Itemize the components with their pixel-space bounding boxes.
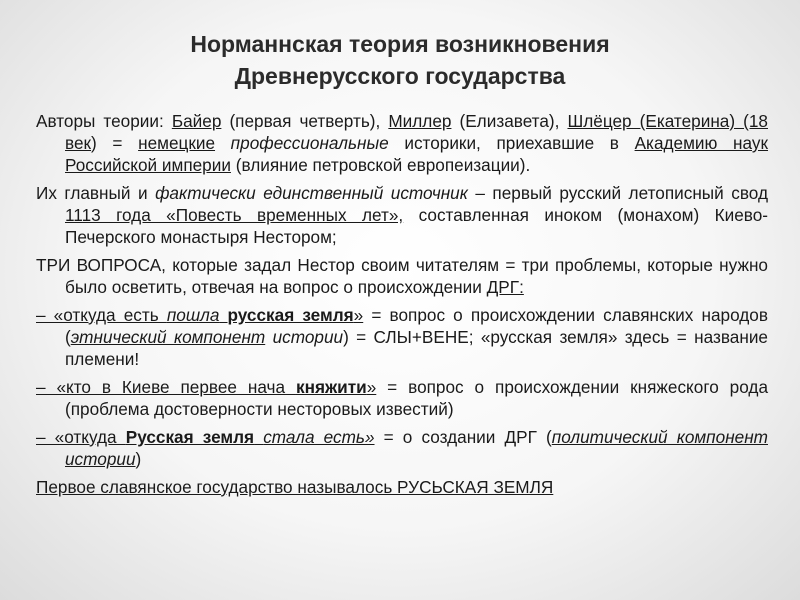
text xyxy=(265,327,272,347)
russkaya-zemlya-text: Русская земля xyxy=(125,427,255,447)
russkaya-zemlya-text: русская земля xyxy=(227,305,354,325)
political-component-text: политический компонент истории xyxy=(65,427,768,469)
paragraph-conclusion xyxy=(36,476,768,498)
quote-start: – «откуда есть xyxy=(36,305,167,325)
text: ) = xyxy=(91,133,139,153)
text: ) = СЛЫ+ВЕНЕ; «русская земля» здесь = название племени! xyxy=(65,327,768,369)
title-line-1: Норманнская теория возникновения xyxy=(190,31,610,57)
text xyxy=(219,305,227,325)
text: = вопрос о происхождении славянских народов ( xyxy=(65,305,768,347)
text: ) xyxy=(135,449,142,469)
paragraph-authors xyxy=(36,110,768,176)
slide-title xyxy=(0,28,800,92)
paragraph-three-questions xyxy=(36,254,768,298)
slide-body xyxy=(36,110,768,504)
professional-text: профессиональные xyxy=(230,133,389,153)
quote-end: » xyxy=(366,377,377,397)
text xyxy=(254,427,263,447)
paragraph-question-1 xyxy=(36,304,768,370)
paragraph-question-3 xyxy=(36,426,768,470)
quote-start: – «кто в Киеве первее нача xyxy=(36,377,296,397)
pvl-link: 1113 года «Повесть временных лет», xyxy=(65,205,404,225)
bayer-link: Байер xyxy=(171,111,222,131)
text: Их главный и xyxy=(36,183,156,203)
text: Авторы теории: xyxy=(36,111,172,131)
title-line-2: Древнерусского государства xyxy=(234,63,566,89)
text: = о создании ДРГ ( xyxy=(374,427,552,447)
text: составленная иноком (монахом) Киево-Печерского монастыря Нестором; xyxy=(65,205,768,247)
stala-est-text: стала есть» xyxy=(263,427,375,447)
drg-link: ДРГ: xyxy=(486,277,524,297)
paragraph-source xyxy=(36,182,768,248)
quote-start: – «откуда xyxy=(36,427,126,447)
miller-link: Миллер xyxy=(388,111,452,131)
knyazhiti-text: княжити xyxy=(295,377,367,397)
text: – первый русский летописный свод xyxy=(467,183,768,203)
text: (влияние петровской европеизации). xyxy=(230,155,531,175)
conclusion-text: Первое славянское государство называлось РУСЬСКАЯ ЗЕМЛЯ xyxy=(36,477,554,497)
history-text: истории xyxy=(272,327,344,347)
academy-link: Академию наук Российской империи xyxy=(65,133,769,175)
text: (первая четверть), xyxy=(221,111,389,131)
german-link: немецкие xyxy=(138,133,216,153)
poshla-text: пошла xyxy=(166,305,220,325)
only-source-text: фактически единственный источник xyxy=(155,183,468,203)
text: историки, приехавшие в xyxy=(388,133,635,153)
paragraph-question-2 xyxy=(36,376,768,420)
text xyxy=(215,133,231,153)
text: ТРИ ВОПРОСА, которые задал Нестор своим читателям = три проблемы, которые нужно было осветить, отвечая на вопрос о происхождении xyxy=(36,255,768,297)
ethnic-component-text: этнический компонент xyxy=(70,327,266,347)
quote-end: » xyxy=(353,305,364,325)
text: = вопрос о происхождении княжеского рода (проблема достоверности несторовых известий) xyxy=(65,377,768,419)
text: (Елизавета), xyxy=(451,111,568,131)
schlozer-link: Шлёцер (Екатерина) (18 век xyxy=(65,111,768,153)
